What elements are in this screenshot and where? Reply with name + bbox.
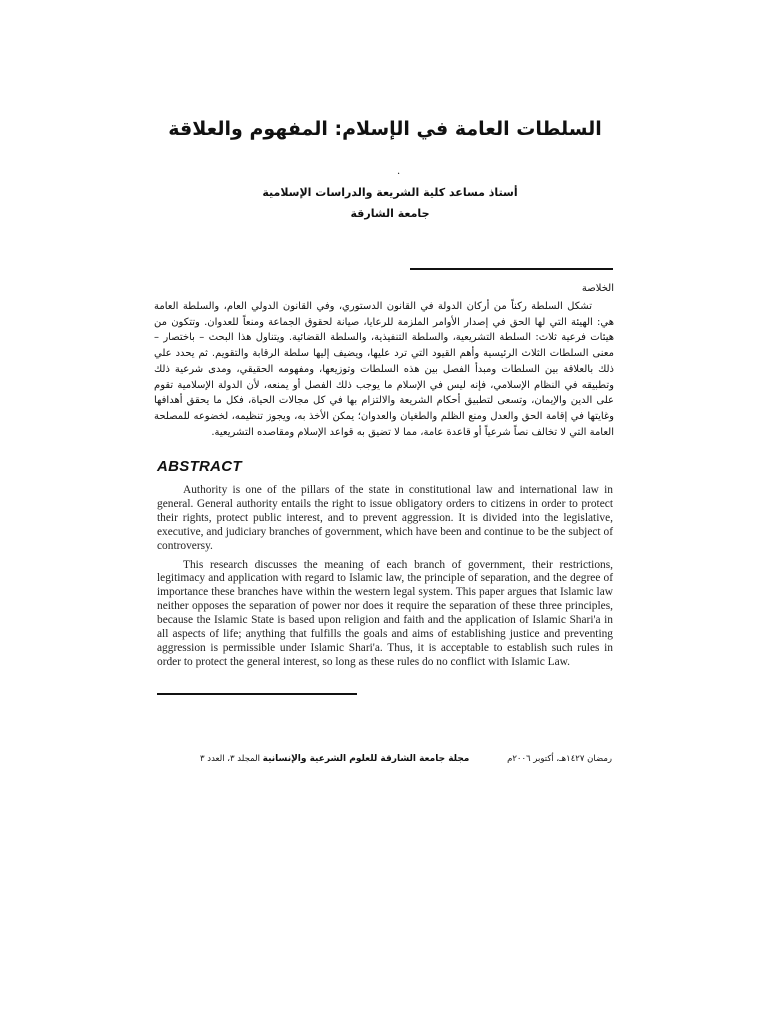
footer-journal-name: مجلة جامعة الشارقة للعلوم الشرعية والإنسانية (262, 754, 470, 764)
arabic-abstract-paragraph: تشكل السلطة ركناً من أركان الدولة في القانون الدستوري، وفي القانون الدولي العام، والسلطة العامة هي: الهيئة التي لها الحق في إصدار الأوامر الملزمة للرعايا، صيانة لحقوق الجماعة ومنعاً للعدوان. وتتكون من هيئات فرعية ثلاث: السلطة التشريعية، والسلطة التنفيذية، والسلطة القضائية. ويتناول هذا البحث – باختصار – معنى السلطات الثلاث الرئيسية وأهم القيود التي ترد عليها، ويضيف إليها سلطة الرقابة والتقويم. ثم يحدد علي ذلك بالعلاقة بين السلطات ومبدأ الفصل بين هذه السلطات وتوزيعها، ومفهومه الحقيقي، ومدى شرعية ذلك وتطبيقه في النظام الإسلامي، فإنه ليس في الإسلام ما يوجب ذلك الفصل أو يمنعه، لأن الدولة الإسلامية تقوم على الدين والإيمان، وتسعى لتطبيق أحكام الشريعة والالتزام بها في كل مجالات الحياة، فكل ما يحقق أهدافها وغايتها في إقامة الحق والعدل ومنع الظلم والطغيان والعدوان؛ يمكن الأخذ به، ويجوز تنظيمه، لخضوعه للمصلحة العامة التي لا تخالف نصاً شرعياً أو قاعدة عامة، مما لا تضيق به قواعد الإسلام ومقاصده التشريعية. (154, 301, 614, 438)
author-affiliation-university: جامعة الشارقة (350, 207, 430, 220)
english-abstract-paragraph-2: This research discusses the meaning of each branch of government, their restrictions, legitimacy and application with regard to Islamic law, the principle of separation, and the degree of importance these branches have within the western legal system. This paper argues that Islamic law neither opposes the separation of power nor does it require the separation of these three principles, because the Islamic State is based upon religion and faith and the application of Islamic Shari'a in all aspects of life; anything that fulfills the goals and aims of establishing justice and preventing aggression is permissible under Islamic Shari'a. Thus, it is acceptable to establish such rules in order to protect the general interest, so long as these rules do no conflict with Islamic Law. (157, 558, 613, 668)
arabic-abstract (154, 299, 614, 440)
arabic-abstract-heading: الخلاصة (581, 283, 614, 294)
english-abstract (157, 484, 613, 675)
footer-date: رمضان ١٤٢٧هـ، أكتوبر ٢٠٠٦م (507, 754, 612, 764)
footnote-divider (157, 693, 357, 695)
english-abstract-heading: ABSTRACT (157, 458, 242, 475)
author-placeholder-dot: . (397, 166, 401, 177)
article-title: السلطات العامة في الإسلام: المفهوم والعلاقة (168, 118, 602, 140)
author-affiliation-position: أستاذ مساعد كلية الشريعة والدراسات الإسلامية (262, 186, 518, 199)
page-footer (200, 754, 612, 764)
top-divider (410, 268, 613, 270)
footer-volume: المجلد ٣، العدد ٣ (200, 754, 260, 764)
english-abstract-paragraph-1: Authority is one of the pillars of the state in constitutional law and international law in general. General authority entails the right to issue obligatory orders to citizens in order to protect their rights, protect public interest, and to prevent aggression. It is divided into the legislative, executive, and judiciary branches of government, which have been and continue to be the subject of controversy. (157, 484, 613, 552)
